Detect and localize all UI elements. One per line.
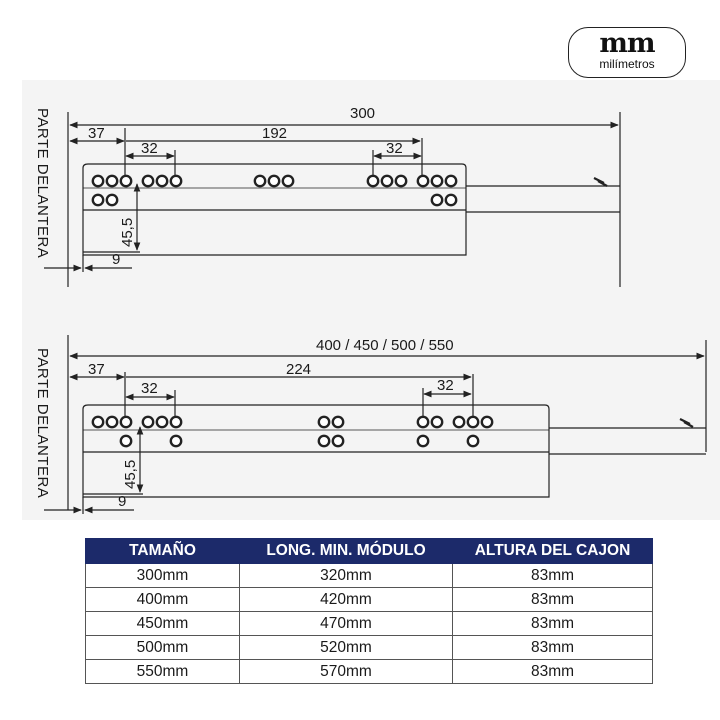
- bottom-offset-front: 37: [88, 361, 105, 378]
- top-height-dim: 45,5: [119, 217, 136, 247]
- top-holes: [93, 176, 456, 205]
- table-row: [86, 588, 653, 612]
- bottom-holes: [93, 417, 492, 446]
- top-labels: [34, 105, 403, 268]
- top-offset-front: 37: [88, 125, 105, 142]
- top-bottom-offset: 9: [112, 251, 121, 268]
- table-header-row: [86, 539, 653, 564]
- cell-size: 450mm: [86, 612, 240, 636]
- cell-height: 83mm: [453, 564, 653, 588]
- cell-min-length: 520mm: [240, 636, 453, 660]
- bottom-bottom-offset: 9: [118, 493, 127, 510]
- cell-height: 83mm: [453, 612, 653, 636]
- table-row: [86, 612, 653, 636]
- cell-height: 83mm: [453, 588, 653, 612]
- header-min-module-length: LONG. MIN. MÓDULO: [240, 539, 453, 564]
- bottom-hole-span: 224: [286, 361, 312, 378]
- cell-min-length: 470mm: [240, 612, 453, 636]
- top-total-length: 300: [350, 105, 376, 122]
- cell-size: 300mm: [86, 564, 240, 588]
- logo-mark: mm: [599, 28, 655, 59]
- cell-min-length: 320mm: [240, 564, 453, 588]
- bottom-side-label: PARTE DELANTERA: [34, 348, 51, 499]
- cell-size: 550mm: [86, 660, 240, 684]
- table-row: [86, 660, 653, 684]
- cell-height: 83mm: [453, 636, 653, 660]
- size-table: [85, 538, 653, 684]
- cell-height: 83mm: [453, 660, 653, 684]
- cell-size: 400mm: [86, 588, 240, 612]
- bottom-total-length: 400 / 450 / 500 / 550: [316, 337, 454, 354]
- top-side-label: PARTE DELANTERA: [34, 108, 51, 259]
- header-size: TAMAÑO: [86, 539, 240, 564]
- table-row: [86, 564, 653, 588]
- cell-size: 500mm: [86, 636, 240, 660]
- cell-min-length: 570mm: [240, 660, 453, 684]
- cell-min-length: 420mm: [240, 588, 453, 612]
- header-drawer-height: ALTURA DEL CAJON: [453, 539, 653, 564]
- bottom-pitch-right: 32: [437, 377, 454, 394]
- top-pitch-right: 32: [386, 140, 403, 157]
- top-drawing: [44, 112, 620, 287]
- bottom-height-dim: 45,5: [122, 459, 139, 489]
- logo-name: milímetros: [599, 57, 655, 71]
- top-pitch-left: 32: [141, 140, 158, 157]
- table-row: [86, 636, 653, 660]
- bottom-pitch-left: 32: [141, 380, 158, 397]
- top-hole-span: 192: [262, 125, 288, 142]
